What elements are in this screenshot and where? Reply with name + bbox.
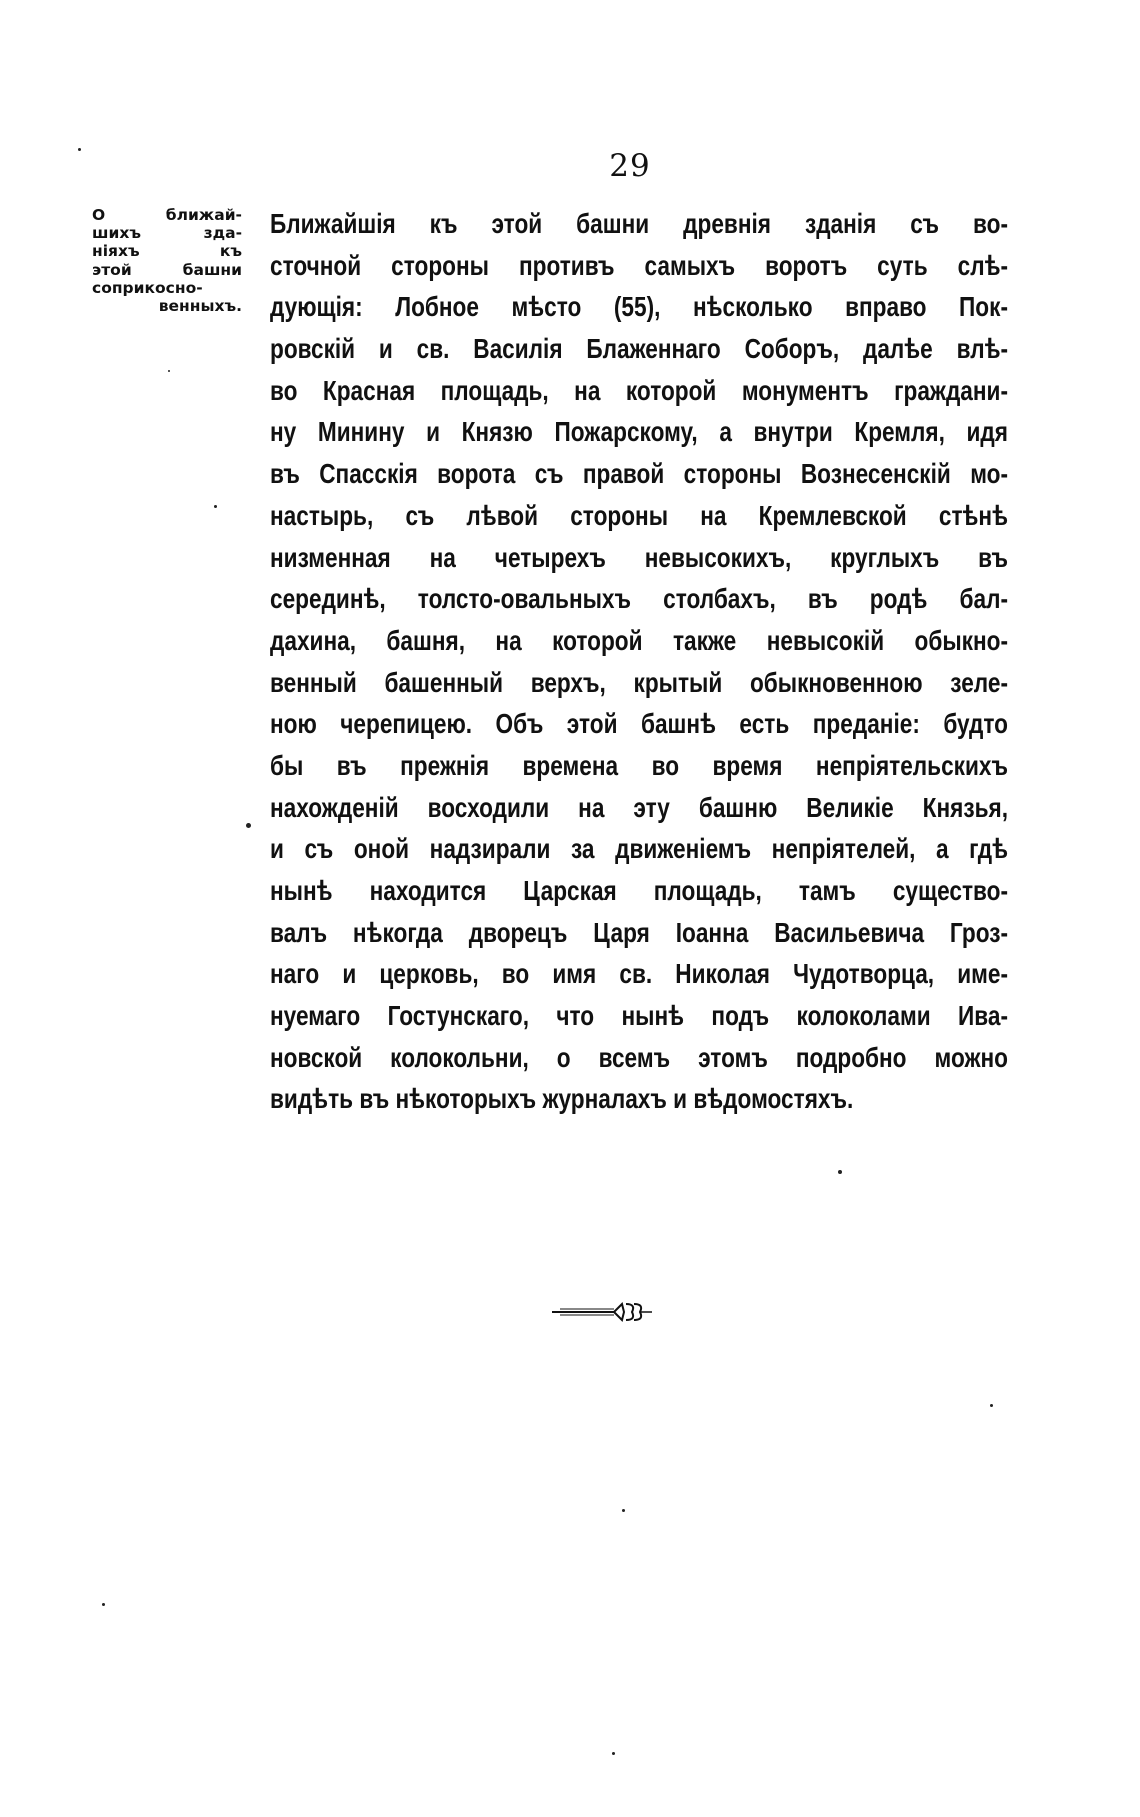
- text-line: и съ оной надзирали за движеніемъ непріятелей, а гдѣ: [270, 833, 1008, 865]
- text-line: дующія: Лобное мѣсто (55), нѣсколько вправо Пок-: [270, 291, 1008, 323]
- page-speck: [838, 1170, 842, 1174]
- text-line: серединѣ, толсто-овальныхъ столбахъ, въ родѣ бал-: [270, 583, 1008, 615]
- margin-note-line: этой башни: [92, 260, 242, 279]
- page-number: 29: [609, 148, 651, 184]
- margin-note-line: шихъ зда-: [92, 224, 242, 243]
- page-speck: [214, 505, 217, 508]
- page-speck: [246, 823, 251, 828]
- page-speck: [78, 148, 81, 151]
- text-line: видѣть въ нѣкоторыхъ журналахъ и вѣдомостяхъ.: [270, 1083, 854, 1115]
- text-line: валъ нѣкогда дворецъ Царя Іоанна Васильевича Гроз-: [270, 916, 1008, 948]
- text-line: настырь, съ лѣвой стороны на Кремлевской стѣнѣ: [270, 499, 1008, 531]
- page-speck: [168, 370, 170, 372]
- text-line: въ Спасскія ворота съ правой стороны Вознесенскій мо-: [270, 458, 1008, 490]
- margin-note-line: венныхъ.: [158, 297, 242, 316]
- text-line: наго и церковь, во имя св. Николая Чудотворца, име-: [270, 958, 1008, 990]
- page-speck: [622, 1509, 625, 1512]
- margin-note-line: ніяхъ къ: [92, 242, 242, 261]
- text-line: сточной стороны противъ самыхъ воротъ суть слѣ-: [270, 249, 1008, 281]
- page-speck: [102, 1603, 105, 1606]
- text-line: нынѣ находится Царская площадь, тамъ существо-: [270, 875, 1008, 906]
- text-line: новской колокольни, о всемъ этомъ подробно можно: [270, 1041, 1008, 1073]
- text-line: низменная на четырехъ невысокихъ, круглыхъ въ: [270, 541, 1008, 573]
- page-speck: [612, 1752, 615, 1755]
- text-line: бы въ прежнія времена во время непріятельскихъ: [270, 749, 1008, 781]
- margin-note-line: соприкосно-: [92, 278, 203, 297]
- margin-note: [92, 206, 242, 315]
- text-line: ною черепицею. Объ этой башнѣ есть преданіе: будто: [270, 708, 1008, 740]
- text-line: нуемаго Гостунскаго, что нынѣ подъ колоколами Ива-: [270, 1000, 1008, 1032]
- text-line: нахожденій восходили на эту башню Великіе Князья,: [270, 791, 1008, 823]
- text-line: дахина, башня, на которой также невысокій обыкно-: [270, 624, 1008, 656]
- fleuron-ornament-icon: [552, 1298, 692, 1326]
- text-line: Ближайшія къ этой башни древнія зданія съ во-: [270, 208, 1008, 239]
- page-speck: [990, 1404, 993, 1407]
- margin-note-line: О ближай-: [92, 206, 242, 224]
- text-line: венный башенный верхъ, крытый обыкновенною зеле-: [270, 666, 1008, 698]
- text-line: во Красная площадь, на которой монументъ граждани-: [270, 374, 1008, 406]
- text-line: ну Минину и Князю Пожарскому, а внутри Кремля, идя: [270, 416, 1008, 448]
- body-paragraph: [270, 203, 1008, 1120]
- text-line: ровскій и св. Василія Блаженнаго Соборъ, далѣе влѣ-: [270, 333, 1008, 365]
